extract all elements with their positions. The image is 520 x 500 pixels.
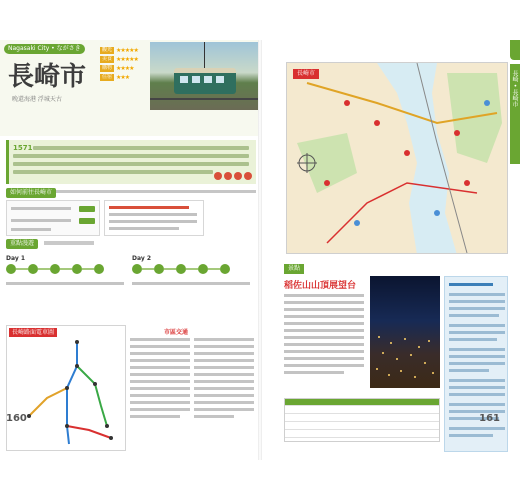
- day2-label: Day 2: [132, 255, 152, 262]
- icon-row: [214, 172, 252, 180]
- rating-label: 住宿: [101, 73, 112, 80]
- rating-label: 購物: [101, 64, 112, 71]
- tram-map-title: 長崎路面電車圖: [9, 328, 57, 337]
- night-view-photo: [370, 276, 440, 388]
- day1-route: [6, 262, 104, 276]
- city-tag: Nagasaki City • ながさき: [4, 44, 85, 54]
- city-title: 長崎市: [8, 62, 87, 92]
- right-page: [262, 40, 520, 460]
- city-map-graphic: [287, 63, 508, 254]
- info-box: [104, 200, 204, 236]
- intro-box: [6, 140, 256, 184]
- intro-number: 1571: [13, 144, 33, 152]
- timetable-heading: 重點漫遊: [6, 239, 38, 249]
- tram-photo: [150, 42, 258, 110]
- rating-row: [100, 46, 148, 54]
- category-icon: [224, 172, 232, 180]
- edge-tab: [510, 40, 520, 60]
- rating-label: 觀光: [101, 46, 112, 53]
- city-map-title: 長崎市: [293, 69, 319, 79]
- star-icon: ★★★: [116, 73, 130, 81]
- price-table: [284, 398, 440, 442]
- category-icon: [244, 172, 252, 180]
- city-map: [286, 62, 508, 254]
- page-number-right: 161: [479, 413, 500, 424]
- day1-label: Day 1: [6, 255, 26, 262]
- rating-box: [100, 46, 148, 82]
- timetable-sub: [44, 241, 94, 245]
- star-icon: ★★★★: [116, 64, 134, 72]
- spot-title: 稻佐山山頂展望台: [284, 281, 357, 291]
- tram-route-lines: [7, 326, 126, 451]
- category-icon: [214, 172, 222, 180]
- day2-route: [132, 262, 230, 276]
- side-tab-text: 長崎 • 長崎市: [511, 70, 518, 108]
- city-subtitle: 晚還海港 浮城天古: [12, 96, 62, 103]
- info-panel: [444, 276, 508, 452]
- category-icon: [234, 172, 242, 180]
- tram-map: [6, 325, 126, 451]
- rating-row: [100, 64, 148, 72]
- access-heading: 如何前往長崎市: [6, 188, 56, 198]
- rating-row: [100, 55, 148, 63]
- rating-label: 美食: [101, 55, 112, 62]
- rating-row: [100, 73, 148, 81]
- star-icon: ★★★★★: [116, 55, 138, 63]
- page-number-left: 160: [6, 413, 27, 424]
- spot-heading: 景點: [284, 264, 304, 274]
- star-icon: ★★★★★: [116, 46, 138, 54]
- access-text: [56, 190, 256, 193]
- header-band: [0, 40, 260, 136]
- transport-heading: 市區交通: [164, 329, 189, 336]
- left-page: [0, 40, 260, 460]
- route-box: [6, 200, 100, 236]
